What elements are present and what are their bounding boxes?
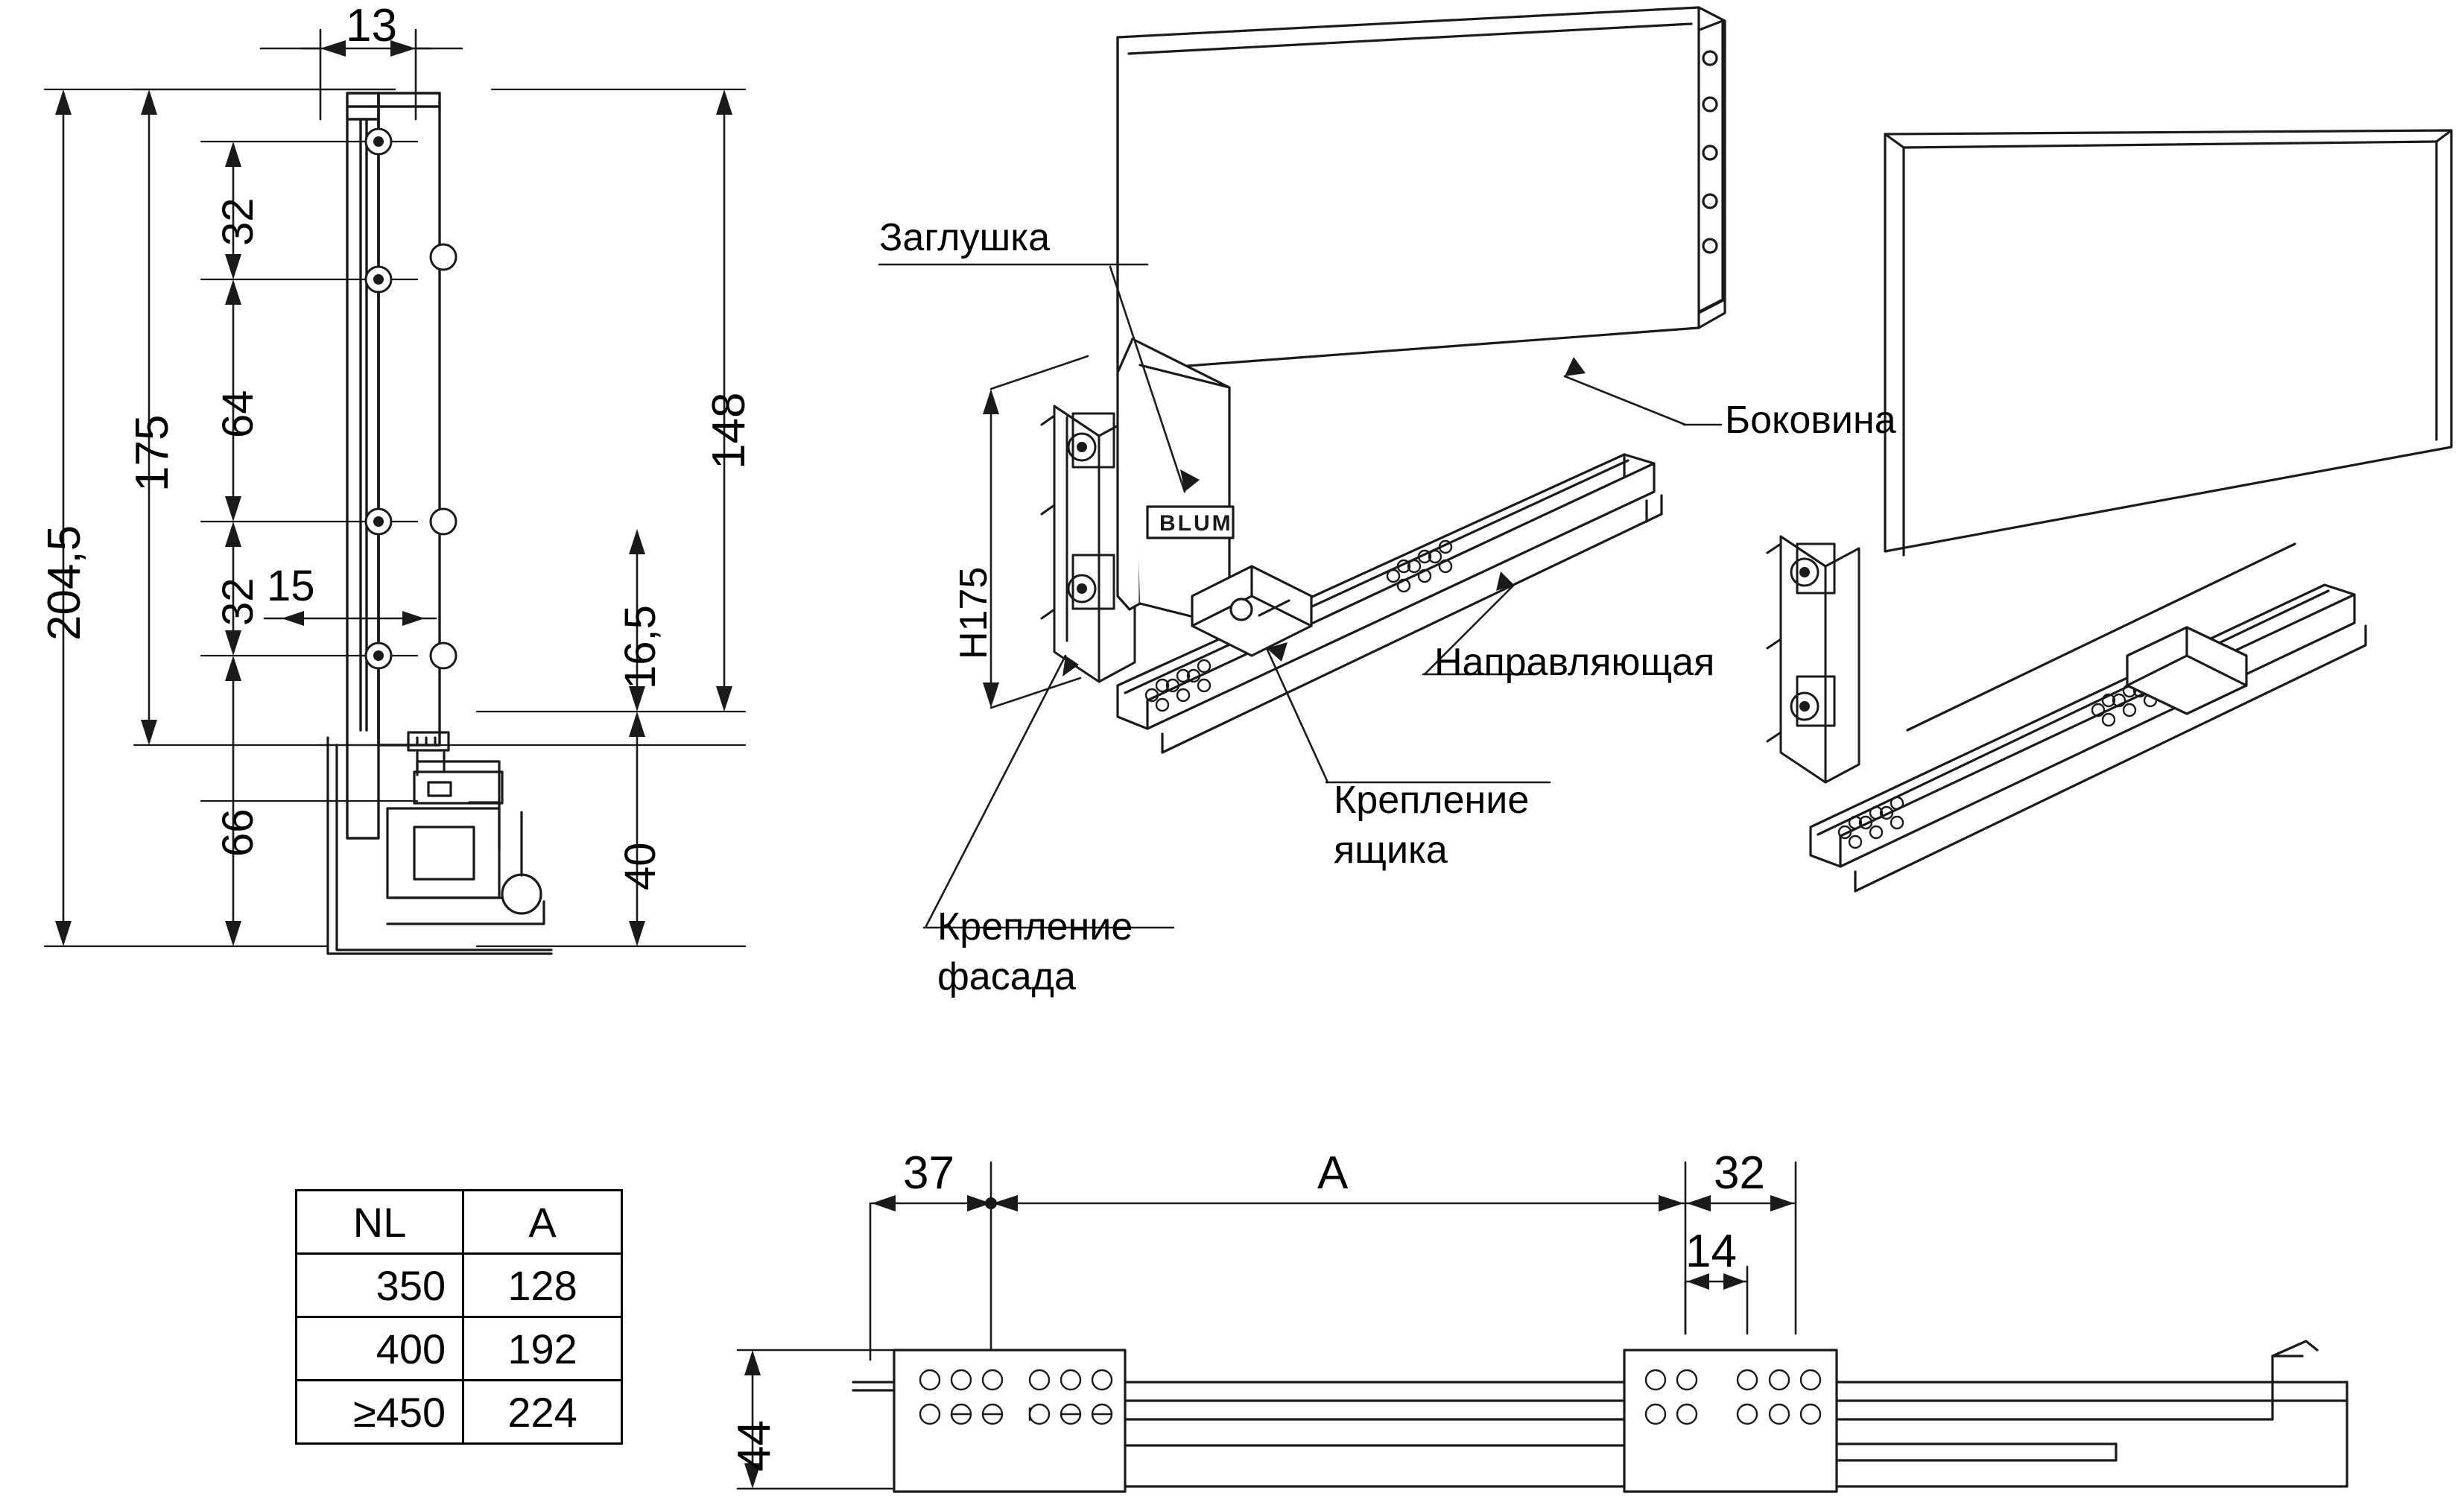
dimension-66: 66 [214, 808, 262, 857]
table-cell-nl: 400 [297, 1317, 463, 1381]
label-side-panel: Боковина [1725, 399, 1896, 442]
label-drawer-bracket-line1: Крепление [1334, 779, 1530, 822]
dimension-16-5: 16,5 [616, 605, 665, 689]
dimension-204-5: 204,5 [39, 525, 90, 641]
dimension-175: 175 [127, 414, 178, 492]
dimension-40: 40 [616, 842, 665, 890]
table-cell-nl: ≥450 [297, 1381, 463, 1444]
dimension-32-lower: 32 [214, 577, 262, 626]
dimension-A: A [1317, 1147, 1349, 1199]
table-cell-nl: 350 [297, 1254, 463, 1317]
dimension-15: 15 [267, 562, 315, 610]
table-row [297, 1381, 622, 1444]
table-cell-a: 192 [463, 1317, 622, 1381]
table-cell-a: 224 [463, 1381, 622, 1444]
label-rail: Направляющая [1434, 641, 1715, 684]
table-row [297, 1317, 622, 1381]
dimension-14: 14 [1685, 1226, 1737, 1277]
dimension-44: 44 [729, 1420, 780, 1472]
svg-text:BLUM: BLUM [1159, 511, 1233, 536]
dimension-32-top: 32 [214, 197, 262, 246]
table-cell-a: 128 [463, 1254, 622, 1317]
nl-a-table [295, 1189, 623, 1445]
table-row [297, 1254, 622, 1317]
label-drawer-bracket-line2: ящика [1334, 829, 1448, 872]
table-header-a: A [463, 1191, 622, 1254]
label-front-bracket-line2: фасада [937, 955, 1076, 998]
dimension-148: 148 [703, 392, 755, 469]
label-cap: Заглушка [879, 216, 1051, 259]
table-header-row [297, 1191, 622, 1254]
dimension-37: 37 [903, 1147, 954, 1199]
dimension-13: 13 [346, 0, 397, 51]
table-header-nl: NL [297, 1191, 463, 1254]
dimension-64: 64 [214, 390, 262, 438]
dimension-32-plan: 32 [1714, 1147, 1765, 1199]
label-h175: H175 [952, 566, 995, 659]
label-front-bracket-line1: Крепление [937, 905, 1133, 948]
